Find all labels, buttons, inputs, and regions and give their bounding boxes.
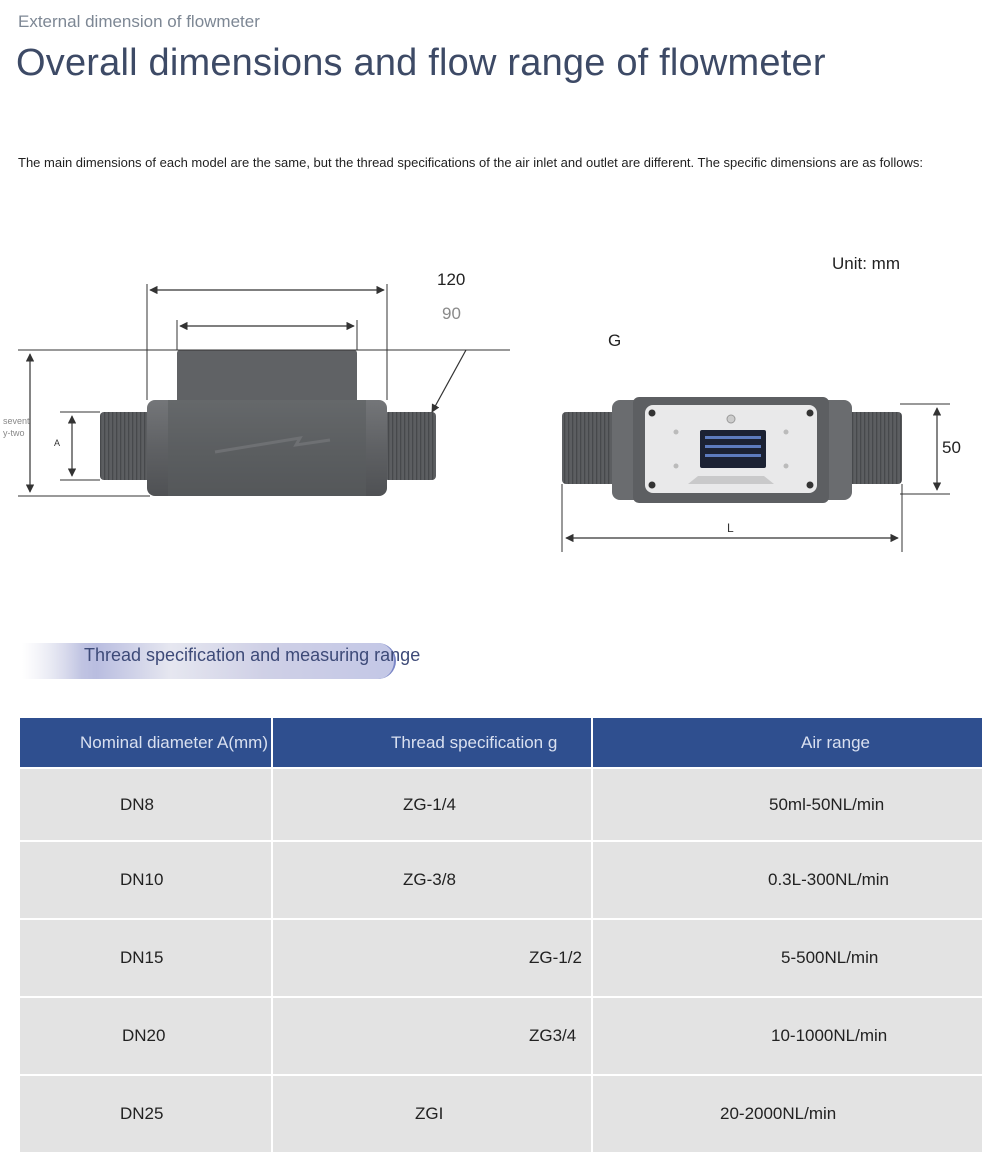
dimension-length-label: L [727,521,734,535]
spec-table [20,718,982,1152]
cell-thread: ZG-1/4 [272,768,592,841]
section-heading: Thread specification and measuring range [84,645,421,665]
outlet-thread [384,412,436,480]
table-row [20,997,982,1075]
dimension-height-label-2: y-two [3,428,25,438]
cell-diameter: DN8 [20,768,272,841]
table-header-row [20,718,982,768]
cell-thread: ZG3/4 [272,997,592,1075]
dimension-body-length: 90 [442,304,461,323]
table-row [20,919,982,997]
front-view [562,397,950,552]
lcd-screen [700,430,766,468]
front-inlet-thread [562,412,618,484]
page-title: Overall dimensions and flow range of flowmeter [16,42,826,84]
cell-thread: ZG-1/2 [272,919,592,997]
cell-range: 5-500NL/min [592,919,982,997]
table-row [20,841,982,919]
section-heading-fade [22,643,82,679]
header-nominal-diameter: Nominal diameter A(mm) [20,718,272,768]
intro-paragraph: The main dimensions of each model are the same, but the thread specifications of the air inlet and outlet are different. The specific dimensions are as follows: [18,155,923,170]
screw-icon [649,410,656,417]
dimension-height-label-1: sevent [3,416,30,426]
unit-label: Unit: mm [832,254,900,273]
screw-icon [807,482,814,489]
screw-icon [649,482,656,489]
cell-diameter: DN10 [20,841,272,919]
cell-diameter: DN20 [20,997,272,1075]
inlet-thread [100,412,152,480]
cell-diameter: DN25 [20,1075,272,1152]
cell-range: 20-2000NL/min [592,1075,982,1152]
cell-thread: ZGI [272,1075,592,1152]
front-outlet-thread [846,412,902,484]
dimension-overall-length: 120 [437,270,466,289]
screw-icon [807,410,814,417]
cell-thread: ZG-3/8 [272,841,592,919]
cell-range: 10-1000NL/min [592,997,982,1075]
cell-range: 0.3L-300NL/min [592,841,982,919]
dimension-width-label: 50 [942,438,961,457]
header-thread-spec: Thread specification g [272,718,592,768]
table-row [20,1075,982,1152]
header-air-range: Air range [592,718,982,768]
page-subtitle: External dimension of flowmeter [18,12,260,31]
cell-diameter: DN15 [20,919,272,997]
table-row [20,768,982,841]
dimension-diameter-label: A [54,438,61,448]
cell-range: 50ml-50NL/min [592,768,982,841]
side-view [18,284,510,496]
dimension-thread-label: G [608,331,622,350]
side-view-top-cap [177,350,357,405]
